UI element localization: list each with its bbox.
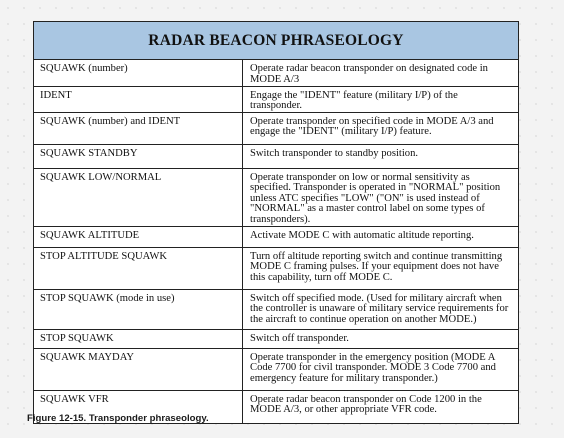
table-row (34, 168, 518, 226)
phrase-cell: SQUAWK (number) and IDENT (34, 112, 243, 144)
phrase-cell: SQUAWK MAYDAY (34, 348, 243, 390)
phrase-cell: STOP SQUAWK (mode in use) (34, 289, 243, 329)
description-cell: Operate radar beacon transponder on designated code in MODE A/3 (250, 63, 488, 85)
table-title: RADAR BEACON PHRASEOLOGY (34, 22, 518, 60)
phrase-cell: STOP ALTITUDE SQUAWK (34, 247, 243, 289)
table-row (34, 289, 518, 329)
description-cell: Operate transponder on specified code in MODE A/3 and engage the "IDENT" (military I/P) feature. (243, 112, 519, 144)
phrase-cell: STOP SQUAWK (34, 329, 243, 348)
description-cell: Switch transponder to standby position. (243, 144, 519, 168)
figure-caption: Figure 12-15. Transponder phraseology. (27, 413, 209, 424)
description-cell: Switch off specified mode. (Used for military aircraft when the controller is unaware of military service requirements for the aircraft to continue operation on another MODE.) (243, 289, 519, 329)
phraseology-grid (34, 60, 518, 423)
table-row (34, 329, 518, 348)
phrase-cell: IDENT (34, 86, 243, 112)
table-row (34, 60, 518, 86)
table-row (34, 86, 518, 112)
phrase-cell: SQUAWK STANDBY (34, 144, 243, 168)
description-cell: Turn off altitude reporting switch and continue transmitting MODE C framing pulses. If your equipment does not have this capability, turn off MODE C. (243, 247, 519, 289)
phrase-cell: SQUAWK (number) (34, 60, 243, 86)
table-row (34, 247, 518, 289)
table-row (34, 226, 518, 247)
description-cell: Operate transponder in the emergency position (MODE A Code 7700 for civil transponder. MODE 3 Code 7700 and emergency feature for military transponder.) (243, 348, 519, 390)
description-cell: Operate transponder on low or normal sensitivity as specified. Transponder is operated in "NORMAL" position unless ATC specifies "LOW" ("ON" is used instead of "NORMAL" as a master control label on some types of transponders). (243, 168, 519, 226)
description-cell: Activate MODE C with automatic altitude reporting. (243, 226, 519, 247)
phraseology-table (33, 21, 519, 424)
table-row (34, 144, 518, 168)
phrase-cell: SQUAWK VFR (34, 390, 243, 423)
description-cell: Operate radar beacon transponder on Code 1200 in the MODE A/3, or other appropriate VFR code. (243, 390, 519, 423)
table-row (34, 348, 518, 390)
phrase-cell: SQUAWK LOW/NORMAL (34, 168, 243, 226)
description-cell: Switch off transponder. (243, 329, 519, 348)
description-cell: Engage the "IDENT" feature (military I/P) of the transponder. (243, 86, 519, 112)
phrase-cell: SQUAWK ALTITUDE (34, 226, 243, 247)
table-row (34, 112, 518, 144)
